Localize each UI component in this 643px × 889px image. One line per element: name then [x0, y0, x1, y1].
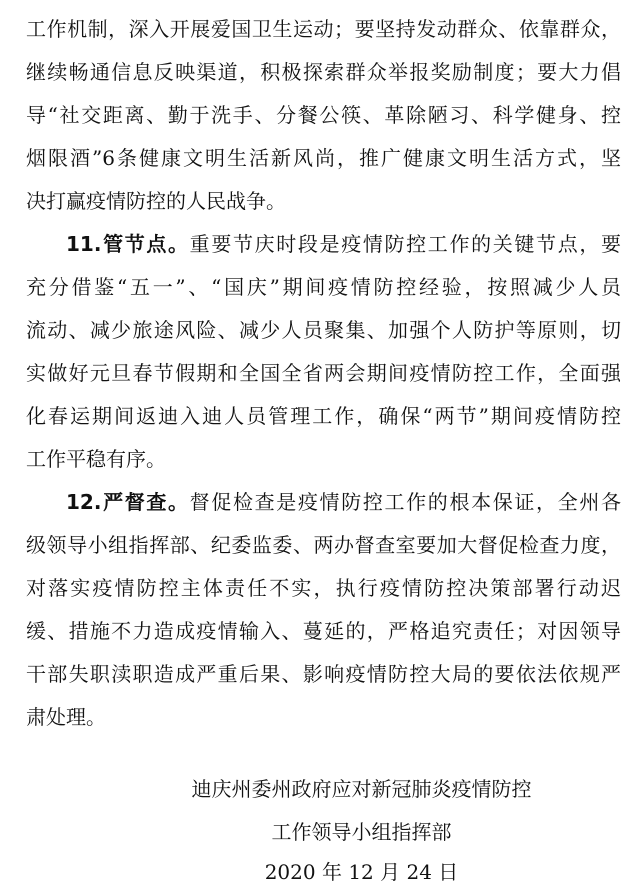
body-line: 导“社交距离、勤于洗手、分餐公筷、革除陋习、科学健身、控 [26, 103, 621, 127]
section-12-heading: 12.严督查。 [66, 490, 190, 514]
signature-org-line2: 工作领导小组指挥部 [271, 820, 452, 844]
section-12-first-line [66, 490, 621, 514]
section-12-first-text: 督促检查是疫情防控工作的根本保证，全州各 [189, 490, 621, 514]
body-line: 缓、措施不力造成疫情输入、蔓延的，严格追究责任；对因领导 [26, 619, 621, 643]
body-line: 工作平稳有序。 [26, 447, 166, 471]
body-line: 对落实疫情防控主体责任不实，执行疫情防控决策部署行动迟 [26, 576, 621, 600]
body-line: 决打赢疫情防控的人民战争。 [26, 189, 286, 213]
signature-date: 2020 年 12 月 24 日 [264, 860, 459, 884]
body-line: 烟限酒”6条健康文明生活新风尚，推广健康文明生活方式，坚 [26, 146, 621, 170]
section-11-first-line [66, 232, 621, 256]
signature-org-line1: 迪庆州委州政府应对新冠肺炎疫情防控 [191, 777, 532, 801]
body-line: 化春运期间返迪入迪人员管理工作，确保“两节”期间疫情防控 [26, 404, 621, 428]
body-line: 肃处理。 [26, 705, 106, 729]
section-11-heading: 11.管节点。 [66, 232, 190, 256]
body-line: 继续畅通信息反映渠道，积极探索群众举报奖励制度；要大力倡 [26, 60, 621, 84]
body-line: 工作机制，深入开展爱国卫生运动；要坚持发动群众、依靠群众， [26, 17, 621, 41]
body-line: 级领导小组指挥部、纪委监委、两办督查室要加大督促检查力度， [26, 533, 621, 557]
body-line: 实做好元旦春节假期和全国全省两会期间疫情防控工作，全面强 [26, 361, 621, 385]
body-line: 干部失职渎职造成严重后果、影响疫情防控大局的要依法依规严 [26, 662, 621, 686]
section-11-first-text: 重要节庆时段是疫情防控工作的关键节点，要 [189, 232, 621, 256]
body-line: 流动、减少旅途风险、减少人员聚集、加强个人防护等原则，切 [26, 318, 621, 342]
body-line: 充分借鉴“五一”、“国庆”期间疫情防控经验，按照减少人员 [26, 275, 621, 299]
